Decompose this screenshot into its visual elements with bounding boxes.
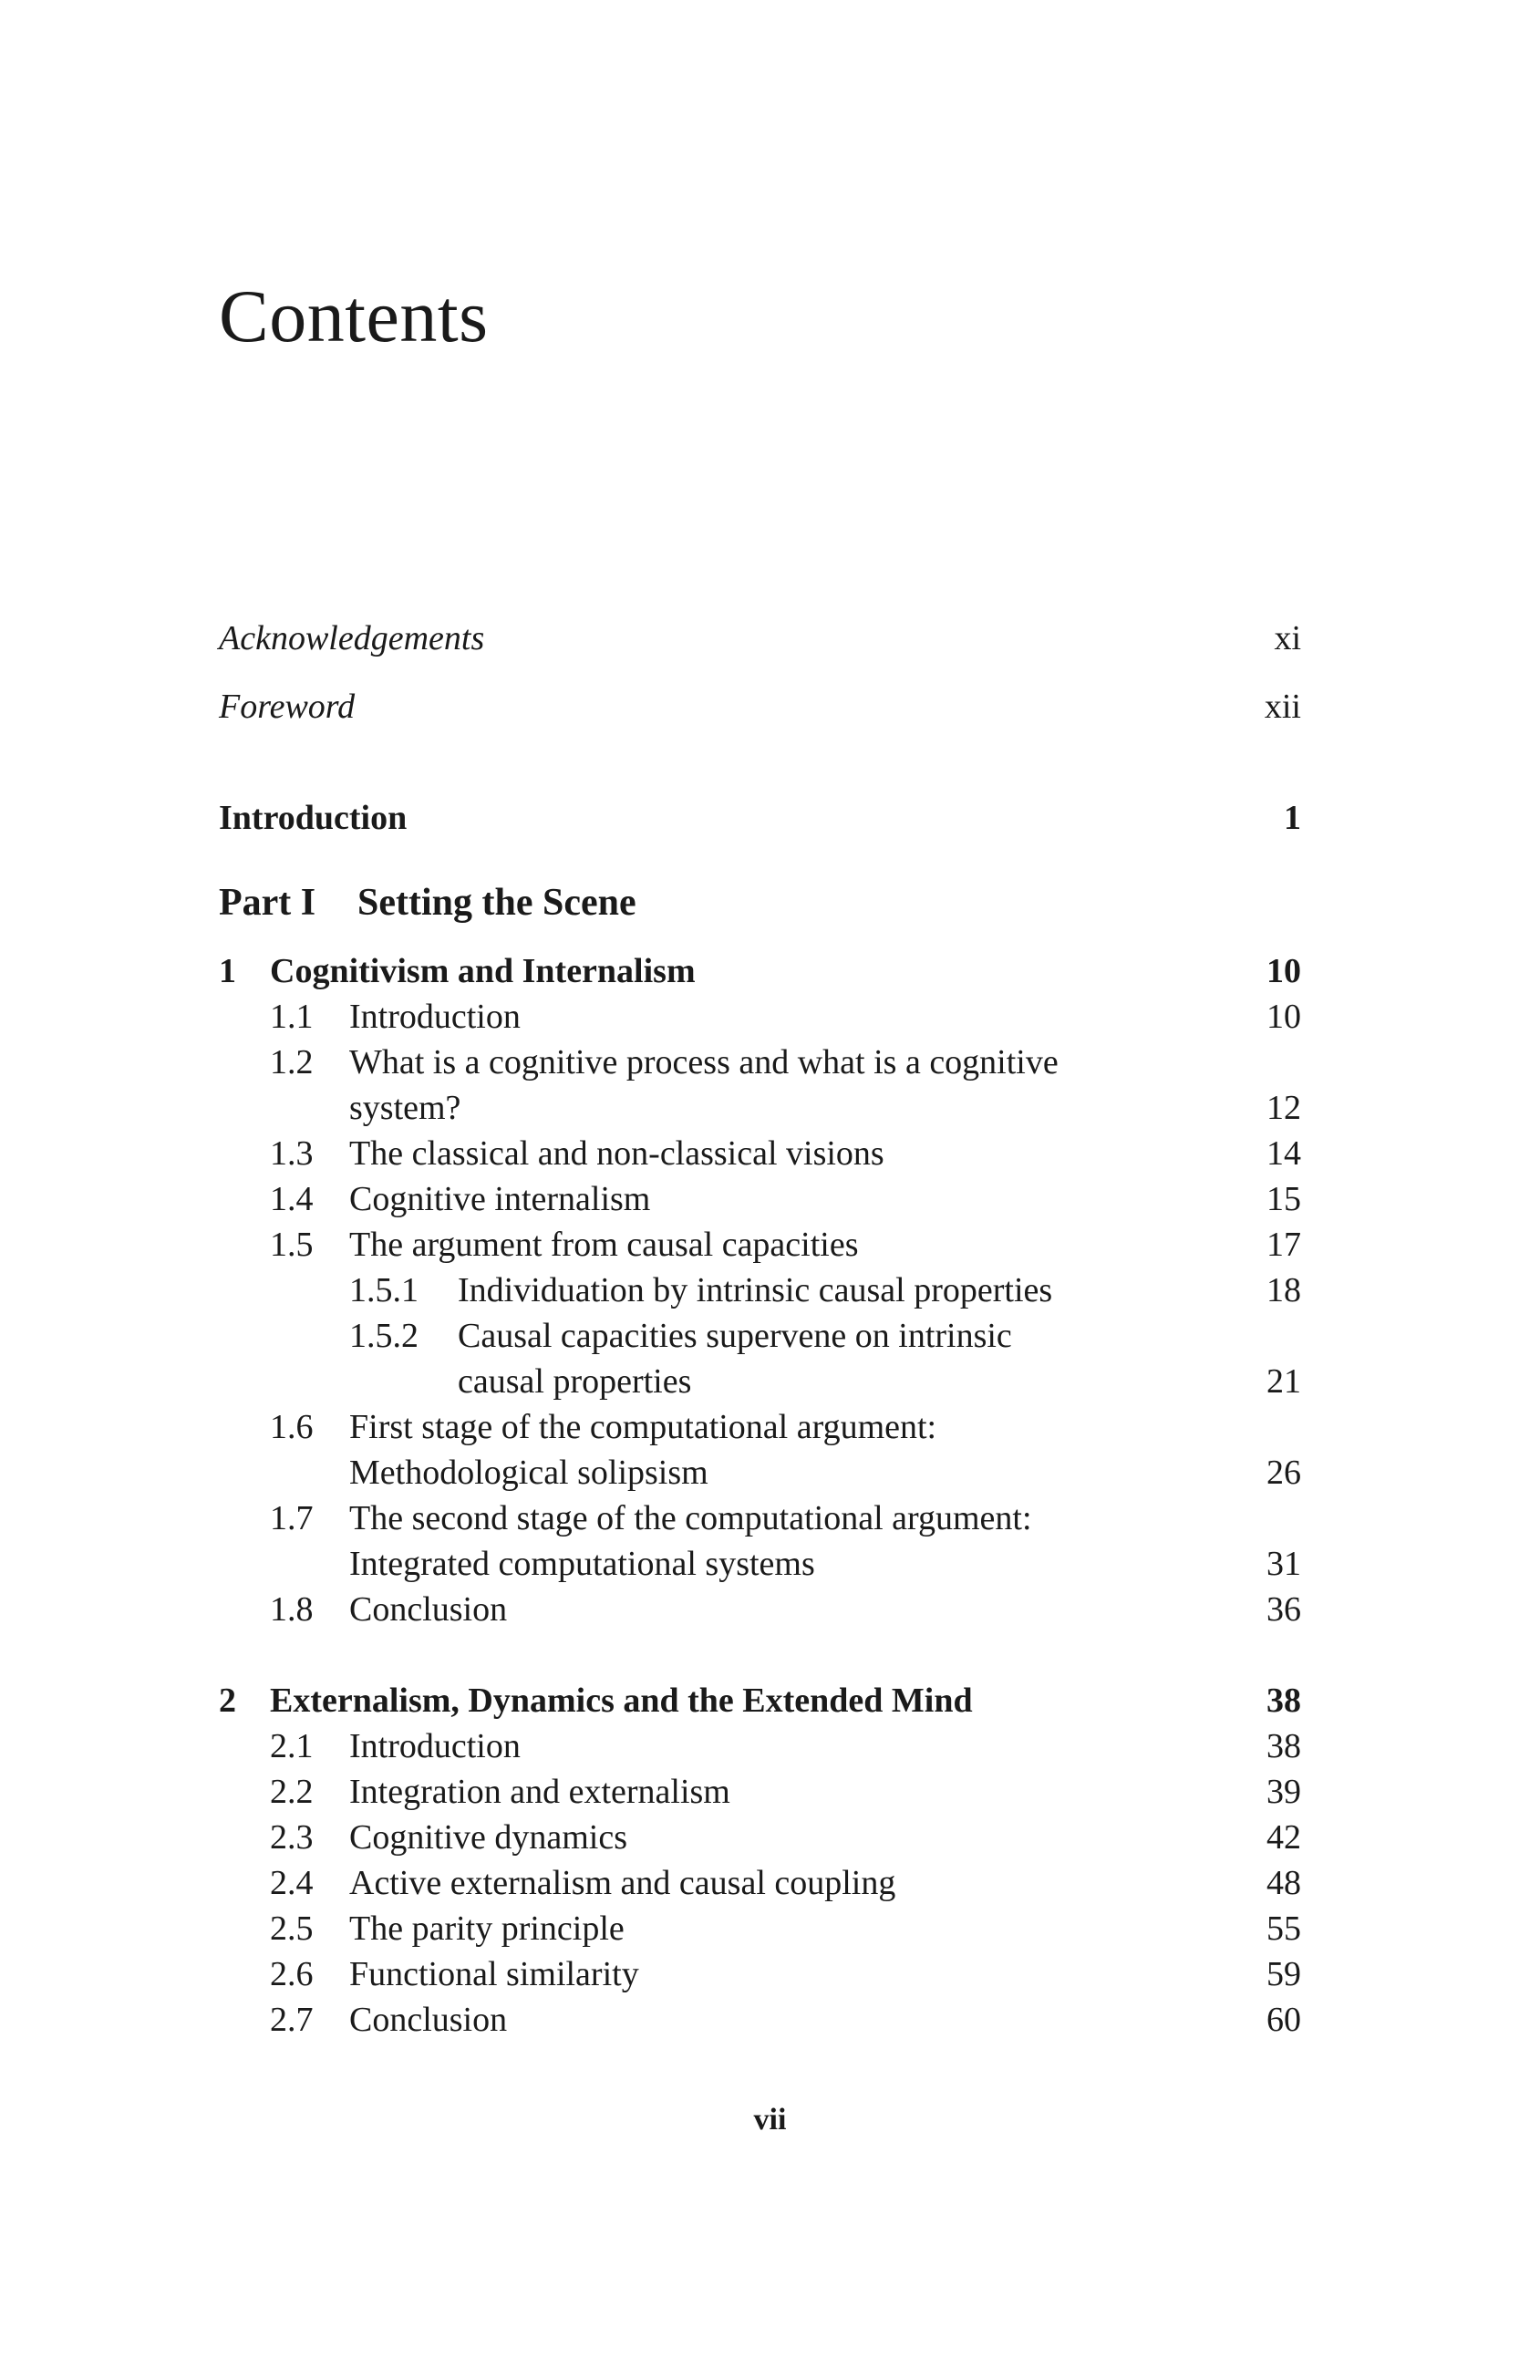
section-number: 2.4 — [270, 1864, 314, 1902]
section-title: Functional similarity — [349, 1955, 639, 1993]
subsection-number: 1.5.2 — [349, 1317, 419, 1355]
chapter-page: 38 — [1266, 1682, 1301, 1720]
toc-entry-foreword[interactable] — [0, 684, 1540, 730]
section-page: 38 — [1266, 1727, 1301, 1765]
section-page: 42 — [1266, 1818, 1301, 1857]
toc-entry-label: Foreword — [219, 688, 356, 726]
toc-section-2-2[interactable] — [0, 1769, 1540, 1815]
toc-entry-page: xii — [1264, 688, 1301, 726]
toc-section-1-7[interactable] — [0, 1495, 1540, 1541]
section-number: 1.2 — [270, 1043, 314, 1081]
toc-subsection-1-5-2[interactable] — [0, 1313, 1540, 1359]
toc-chapter-1[interactable] — [0, 948, 1540, 994]
toc-section-1-6-cont[interactable] — [0, 1450, 1540, 1495]
section-title: First stage of the computational argument: — [349, 1408, 937, 1446]
chapter-title: Externalism, Dynamics and the Extended Mind — [270, 1682, 973, 1720]
section-title: Cognitive internalism — [349, 1180, 651, 1218]
chapter-number: 2 — [219, 1682, 236, 1720]
toc-entry-label: Acknowledgements — [219, 619, 485, 657]
section-page: 59 — [1266, 1955, 1301, 1993]
chapter-number: 1 — [219, 952, 236, 990]
section-number: 2.7 — [270, 2001, 314, 2039]
toc-section-1-4[interactable] — [0, 1176, 1540, 1222]
toc-section-2-6[interactable] — [0, 1951, 1540, 1997]
toc-section-1-2-cont[interactable] — [0, 1085, 1540, 1131]
section-number: 1.8 — [270, 1590, 314, 1629]
section-page: 12 — [1266, 1089, 1301, 1127]
section-title: The classical and non-classical visions — [349, 1134, 884, 1173]
toc-subsection-1-5-2-cont[interactable] — [0, 1359, 1540, 1404]
part-label: Part I — [219, 882, 316, 924]
section-page: 36 — [1266, 1590, 1301, 1629]
toc-entry-introduction[interactable] — [0, 795, 1540, 841]
toc-entry-acknowledgements[interactable] — [0, 616, 1540, 661]
page-folio: vii — [753, 2103, 787, 2137]
chapter-title: Cognitivism and Internalism — [270, 952, 696, 990]
section-number: 1.7 — [270, 1499, 314, 1537]
section-number: 1.1 — [270, 998, 314, 1036]
toc-entry-page: 1 — [1284, 799, 1301, 837]
section-number: 1.6 — [270, 1408, 314, 1446]
section-title: Active externalism and causal coupling — [349, 1864, 896, 1902]
part-heading — [0, 877, 1540, 928]
toc-entry-page: xi — [1274, 619, 1301, 657]
section-page: 60 — [1266, 2001, 1301, 2039]
section-page: 26 — [1266, 1454, 1301, 1492]
section-title-cont: system? — [349, 1089, 461, 1127]
section-page: 48 — [1266, 1864, 1301, 1902]
section-title: The argument from causal capacities — [349, 1226, 859, 1264]
toc-subsection-1-5-1[interactable] — [0, 1268, 1540, 1313]
toc-section-1-8[interactable] — [0, 1587, 1540, 1632]
section-title: Cognitive dynamics — [349, 1818, 628, 1857]
section-number: 1.5 — [270, 1226, 314, 1264]
toc-section-2-4[interactable] — [0, 1860, 1540, 1906]
section-title: Conclusion — [349, 1590, 508, 1629]
section-title: The second stage of the computational argument: — [349, 1499, 1032, 1537]
page-title: Contents — [219, 274, 489, 357]
toc-section-2-1[interactable] — [0, 1723, 1540, 1769]
section-title: Integration and externalism — [349, 1773, 730, 1811]
section-title-cont: Integrated computational systems — [349, 1545, 815, 1583]
section-title: The parity principle — [349, 1909, 625, 1948]
subsection-page: 21 — [1266, 1362, 1301, 1401]
section-number: 2.6 — [270, 1955, 314, 1993]
section-page: 17 — [1266, 1226, 1301, 1264]
section-page: 10 — [1266, 998, 1301, 1036]
subsection-page: 18 — [1266, 1271, 1301, 1309]
subsection-title: Causal capacities supervene on intrinsic — [458, 1317, 1012, 1355]
toc-chapter-2[interactable] — [0, 1678, 1540, 1723]
section-page: 55 — [1266, 1909, 1301, 1948]
section-title-cont: Methodological solipsism — [349, 1454, 708, 1492]
toc-section-1-1[interactable] — [0, 994, 1540, 1040]
toc-section-2-3[interactable] — [0, 1815, 1540, 1860]
toc-section-1-5[interactable] — [0, 1222, 1540, 1268]
section-number: 1.3 — [270, 1134, 314, 1173]
section-title: Introduction — [349, 1727, 521, 1765]
toc-section-1-6[interactable] — [0, 1404, 1540, 1450]
part-title: Setting the Scene — [357, 882, 636, 924]
chapter-page: 10 — [1266, 952, 1301, 990]
section-title: Conclusion — [349, 2001, 508, 2039]
subsection-number: 1.5.1 — [349, 1271, 419, 1309]
section-number: 1.4 — [270, 1180, 314, 1218]
section-page: 39 — [1266, 1773, 1301, 1811]
toc-section-2-5[interactable] — [0, 1906, 1540, 1951]
subsection-title: Individuation by intrinsic causal properties — [458, 1271, 1053, 1309]
section-number: 2.3 — [270, 1818, 314, 1857]
toc-section-1-3[interactable] — [0, 1131, 1540, 1176]
section-page: 15 — [1266, 1180, 1301, 1218]
toc-section-1-7-cont[interactable] — [0, 1541, 1540, 1587]
section-number: 2.2 — [270, 1773, 314, 1811]
section-page: 14 — [1266, 1134, 1301, 1173]
toc-section-1-2[interactable] — [0, 1040, 1540, 1085]
section-title: Introduction — [349, 998, 521, 1036]
toc-entry-label: Introduction — [219, 799, 408, 837]
section-title: What is a cognitive process and what is a cognitive — [349, 1043, 1059, 1081]
subsection-title-cont: causal properties — [458, 1362, 692, 1401]
section-number: 2.5 — [270, 1909, 314, 1948]
section-page: 31 — [1266, 1545, 1301, 1583]
section-number: 2.1 — [270, 1727, 314, 1765]
toc-section-2-7[interactable] — [0, 1997, 1540, 2043]
